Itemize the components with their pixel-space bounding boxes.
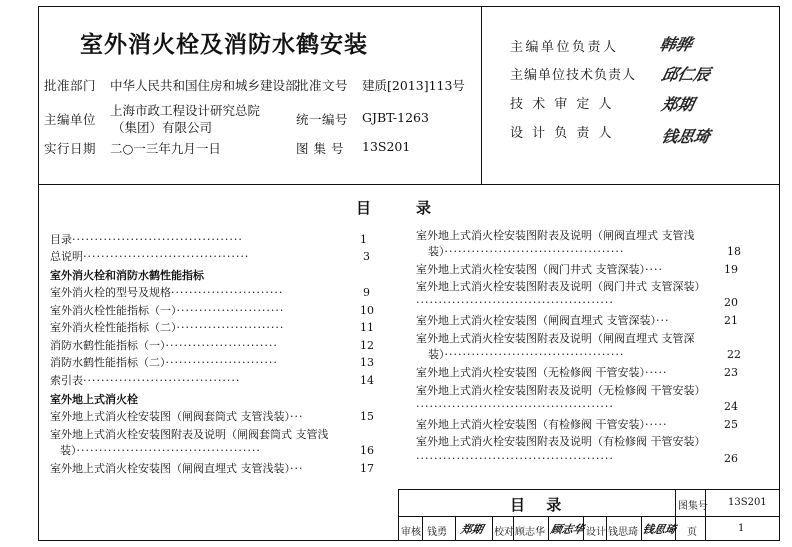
toc-entry-link[interactable]: 室外地上式消火栓安装图（阀门井式 支管深装）····: [416, 263, 663, 276]
unified-no-label: 统一编号: [296, 112, 349, 127]
editor-unit-label: 主编单位: [44, 112, 97, 127]
toc-entry-dots: ············································: [416, 400, 614, 413]
toc-page-number: 13: [360, 356, 374, 369]
toc-entry-link[interactable]: 室外地上式消火栓安装图（闸阀直埋式 支管深装）···: [416, 314, 670, 327]
toc-page-number: 12: [360, 339, 374, 352]
editor-unit-line2: （集团）有限公司: [112, 120, 213, 135]
toc-page-number: 11: [360, 321, 374, 334]
toc-entry-link[interactable]: 室外地上式消火栓安装图附表及说明（闸阀直埋式 支管深: [416, 332, 695, 345]
toc-entry-link[interactable]: 室外地上式消火栓安装图附表及说明（无检修阀 干管安装）: [416, 384, 706, 397]
toc-entry-link[interactable]: 消防水鹤性能指标（二）·························: [50, 356, 278, 369]
toc-page-number: 20: [724, 296, 738, 309]
toc-entry-link[interactable]: 室外地上式消火栓安装图（无检修阀 干管安装）·····: [416, 366, 668, 379]
title-block-vline: [641, 516, 642, 541]
signer-role: 技 术 审 定 人: [510, 97, 615, 112]
title-block-vline: [492, 516, 493, 541]
signature: 钱思琦: [659, 127, 712, 146]
toc-page-number: 21: [724, 314, 738, 327]
toc-page-number: 3: [363, 250, 370, 263]
atlas-no-label: 图 集 号: [296, 141, 344, 156]
review-signature: 郑期: [459, 523, 485, 536]
toc-page-number: 24: [724, 400, 738, 413]
review-label: 审核: [401, 527, 421, 538]
toc-entry-link[interactable]: 消防水鹤性能指标（一）·························: [50, 339, 278, 352]
toc-entry-continuation: 装）········································: [428, 245, 625, 258]
signature: 郑期: [659, 95, 696, 114]
toc-page-number: 10: [360, 304, 374, 317]
atlas-no: 13S201: [362, 139, 411, 154]
toc-page-number: 9: [363, 286, 370, 299]
toc-heading-right: 录: [416, 199, 432, 217]
approval-doc-label: 批准文号: [296, 78, 349, 93]
signer-role: 主编单位技术负责人: [510, 68, 637, 83]
toc-page-number: 17: [360, 462, 374, 475]
editor-unit-line1: 上海市政工程设计研究总院: [110, 103, 261, 118]
approval-doc: 建质[2013]113号: [362, 78, 465, 93]
toc-entry-dots: ············································: [416, 296, 614, 309]
toc-section-heading: 室外地上式消火栓: [50, 393, 138, 406]
design-name: 钱思琦: [608, 527, 638, 538]
title-block-title: 目 录: [510, 496, 570, 514]
toc-entry-link[interactable]: 室外地上式消火栓安装图（闸阀直埋式 支管浅装）···: [50, 462, 304, 475]
toc-page-number: 26: [724, 452, 738, 465]
toc-page-number: 18: [727, 245, 741, 258]
toc-entry-dots: ············································: [416, 452, 614, 465]
toc-entry-link[interactable]: 室外地上式消火栓安装图（闸阀套筒式 支管浅装）···: [50, 410, 304, 423]
toc-page-number: 22: [727, 348, 741, 361]
header-divider: [481, 6, 482, 184]
impl-date-label: 实行日期: [44, 141, 97, 156]
signature: 韩骅: [657, 35, 694, 54]
toc-entry-link[interactable]: 索引表···································: [50, 374, 241, 387]
title-block-vline: [705, 516, 706, 541]
atlas-title: 室外消火栓及消防水鹤安装: [80, 32, 368, 58]
toc-page-number: 15: [360, 410, 374, 423]
design-label: 设计: [586, 527, 606, 538]
check-label: 校对: [494, 527, 514, 538]
design-signature: 钱思琦: [641, 523, 678, 536]
toc-entry-link[interactable]: 室外消火栓性能指标（二）························: [50, 321, 285, 334]
toc-page-number: 19: [724, 263, 738, 276]
signature: 邱仁辰: [659, 65, 712, 84]
check-signature: 顾志华: [549, 523, 586, 536]
toc-page-number: 23: [724, 366, 738, 379]
toc-entry-continuation: 装）········································: [428, 348, 625, 361]
title-block-atlas-no: 13S201: [728, 497, 767, 508]
toc-entry-link[interactable]: 室外地上式消火栓安装图附表及说明（闸阀直埋式 支管浅: [416, 229, 695, 242]
title-block-vline: [422, 516, 423, 541]
toc-entry-link[interactable]: 室外消火栓的型号及规格·························: [50, 286, 284, 299]
check-name: 顾志华: [515, 527, 545, 538]
page-number: 1: [738, 523, 745, 534]
toc-page-number: 14: [360, 374, 374, 387]
title-block-atlas-label: 图集号: [678, 501, 708, 512]
toc-entry-link[interactable]: 室外地上式消火栓安装图附表及说明（闸阀套筒式 支管浅: [50, 428, 329, 441]
signer-role: 主编单位负责人: [510, 40, 619, 55]
toc-section-heading: 室外消火栓和消防水鹤性能指标: [50, 269, 204, 282]
header-bottom-border: [38, 184, 780, 185]
approval-dept-label: 批准部门: [44, 78, 97, 93]
toc-entry-link[interactable]: 室外地上式消火栓安装图附表及说明（阀门井式 支管深装）: [416, 280, 706, 293]
toc-entry-link[interactable]: 室外消火栓性能指标（一）························: [50, 304, 285, 317]
toc-entry-link[interactable]: 总说明·····································: [50, 250, 250, 263]
toc-heading-left: 目: [356, 199, 372, 217]
toc-entry-link[interactable]: 室外地上式消火栓安装图（有检修阀 干管安装）·····: [416, 418, 668, 431]
title-block-vline: [675, 489, 676, 541]
toc-page-number: 1: [360, 233, 367, 246]
title-block-vline: [455, 516, 456, 541]
toc-entry-link[interactable]: 目录······································: [50, 233, 243, 246]
toc-entry-continuation: 装）·········································: [60, 444, 261, 457]
signer-role: 设 计 负 责 人: [510, 126, 615, 141]
title-block-vline: [548, 516, 549, 541]
title-block-vline: [606, 516, 607, 541]
page-label: 页: [687, 527, 697, 538]
toc-page-number: 16: [360, 444, 374, 457]
toc-entry-link[interactable]: 室外地上式消火栓安装图附表及说明（有检修阀 干管安装）: [416, 435, 706, 448]
impl-date: 二○一三年九月一日: [110, 141, 221, 156]
toc-page-number: 25: [724, 418, 738, 431]
unified-no: GJBT-1263: [362, 110, 429, 125]
review-name: 钱勇: [427, 527, 447, 538]
approval-dept: 中华人民共和国住房和城乡建设部: [110, 78, 298, 93]
